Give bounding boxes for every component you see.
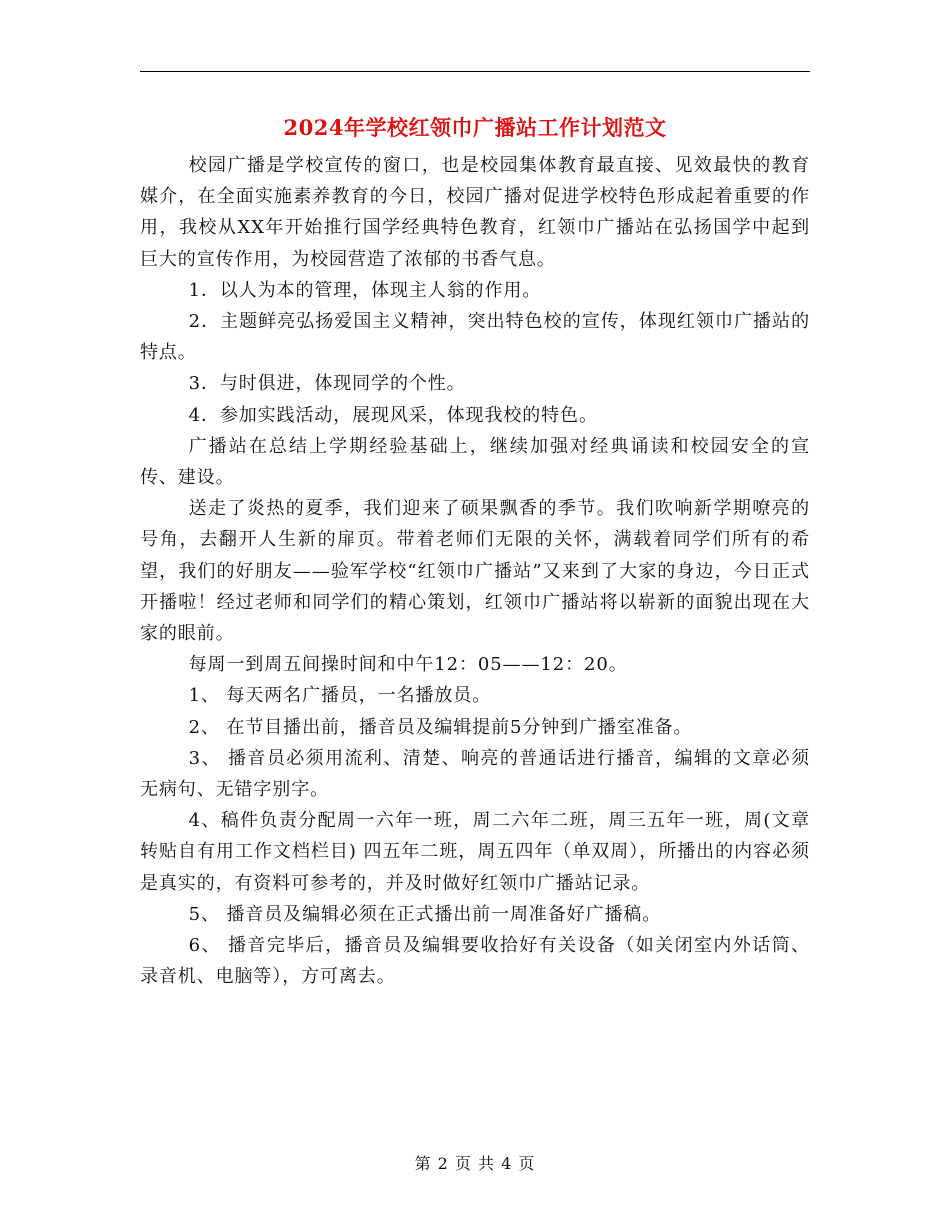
paragraph-item-3: 3．与时俱进，体现同学的个性。 [188, 373, 466, 395]
paragraph-item-2: 2．主题鲜亮弘扬爱国主义精神，突出特色校的宣传，体现红领巾广播站的特点。 [140, 311, 810, 364]
paragraph-rule-3: 3、 播音员必须用流利、清楚、响亮的普通话进行播音，编辑的文章必须无病句、无错字别字。 [140, 747, 810, 801]
page-number: 第 2 页 共 4 页 [414, 1154, 536, 1173]
paragraph-opening: 送走了炎热的夏季，我们迎来了硕果飘香的季节。我们吹响新学期嘹亮的号角，去翻开人生新的扉页。带着老师们无限的关怀，满载着同学们所有的希望，我们的好朋友——验军学校“红领巾广播站”又来到了大家的身边，今日正式开播啦！经过老师和同学们的精心策划，红领巾广播站将以崭新的面貌出现在大家的眼前。 [140, 498, 810, 645]
paragraph-intro: 校园广播是学校宣传的窗口，也是校园集体教育最直接、见效最快的教育媒介，在全面实施素养教育的今日，校园广播对促进学校特色形成起着重要的作用，我校从XX年开始推行国学经典特色教育，红领巾广播站在弘扬国学中起到巨大的宣传作用，为校园营造了浓郁的书香气息。 [140, 155, 810, 270]
paragraph-item-1: 1．以人为本的管理，体现主人翁的作用。 [188, 279, 542, 301]
header-rule [140, 71, 810, 72]
paragraph-rule-4: 4、稿件负责分配周一六年一班，周二六年二班，周三五年一班，周(文章转贴自有用工作文档栏目) 四五年二班，周五四年（单双周），所播出的内容必须是真实的，有资料可参考的，并及时做好红领巾广播站记录。 [140, 810, 810, 894]
paragraph-rule-2: 2、 在节目播出前，播音员及编辑提前5分钟到广播室准备。 [188, 716, 693, 738]
document-body [140, 150, 810, 992]
paragraph-item-4: 4．参加实践活动，展现风采，体现我校的特色。 [188, 404, 598, 426]
paragraph-rule-5: 5、 播音员及编辑必须在正式播出前一周准备好广播稿。 [188, 903, 662, 925]
paragraph-rule-1: 1、 每天两名广播员，一名播放员。 [188, 685, 492, 707]
paragraph-summary: 广播站在总结上学期经验基础上，继续加强对经典诵读和校园安全的宣传、建设。 [140, 435, 810, 489]
paragraph-schedule: 每周一到周五间操时间和中午12：05——12：20。 [188, 654, 628, 676]
paragraph-rule-6: 6、 播音完毕后，播音员及编辑要收拾好有关设备（如关闭室内外话筒、录音机、电脑等），方可离去。 [140, 935, 810, 988]
document-title: 2024年学校红领巾广播站工作计划范文 [283, 115, 667, 140]
